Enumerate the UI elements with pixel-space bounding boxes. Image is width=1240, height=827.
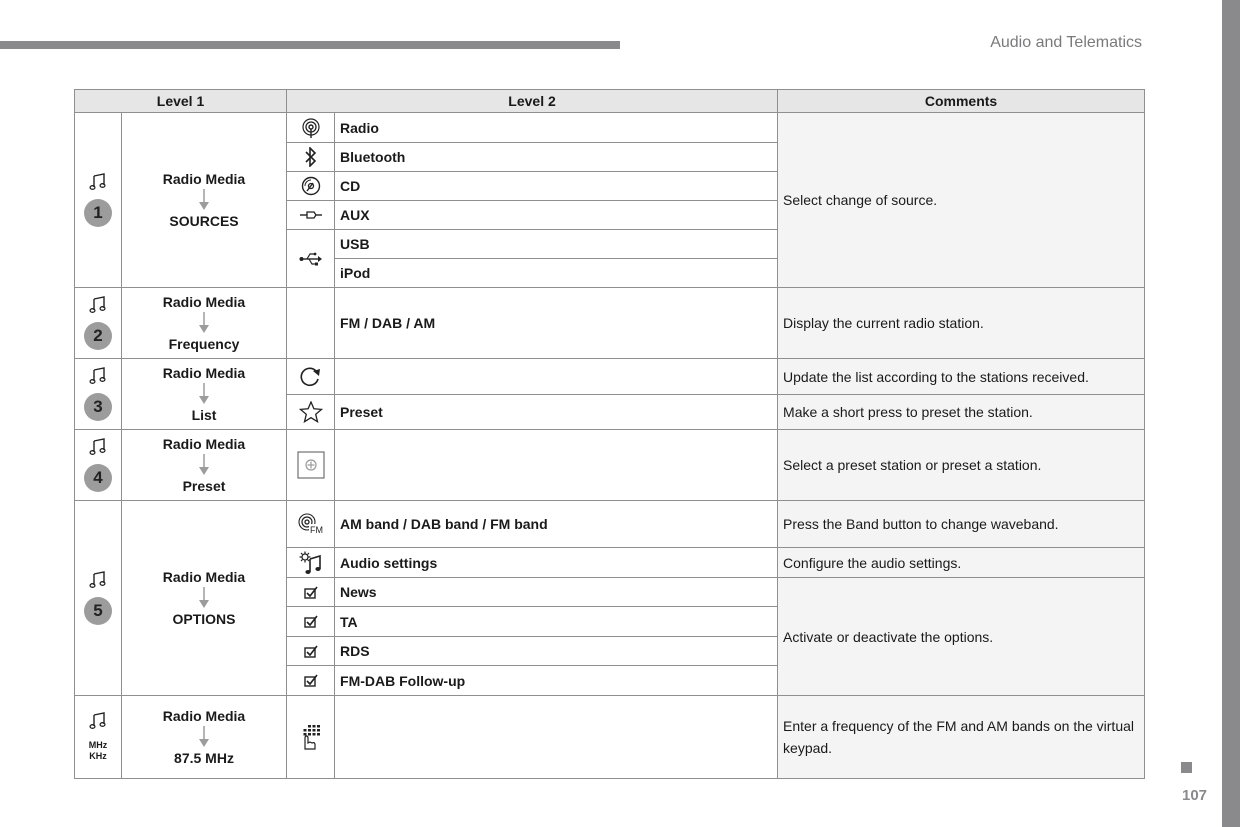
down-arrow-icon	[198, 726, 210, 748]
level1-title: Radio Media	[162, 708, 246, 724]
step-badge: 5	[84, 597, 112, 625]
option-rds[interactable]: RDS	[335, 637, 778, 666]
level1-title: Radio Media	[162, 365, 246, 381]
bluetooth-icon	[304, 147, 318, 167]
comment: Make a short press to preset the station.	[778, 395, 1145, 430]
column-header-level1: Level 1	[75, 90, 287, 113]
comment: Update the list according to the stations received.	[778, 359, 1145, 395]
level1-title: Radio Media	[162, 294, 246, 310]
bluetooth-cell[interactable]	[287, 143, 335, 172]
level1-title: Radio Media	[162, 436, 246, 452]
option-radio[interactable]: Radio	[335, 113, 778, 143]
fm-dab-follow-checkbox-cell[interactable]	[287, 666, 335, 696]
down-arrow-icon	[198, 312, 210, 334]
option-usb[interactable]: USB	[335, 230, 778, 259]
aux-icon	[300, 210, 322, 220]
option-fm-dab-follow-up[interactable]: FM-DAB Follow-up	[335, 666, 778, 696]
level1-subtitle: OPTIONS	[172, 611, 236, 627]
unit-khz: KHz	[89, 751, 107, 761]
level1-subtitle: List	[191, 407, 217, 423]
comment: Configure the audio settings.	[778, 548, 1145, 578]
group-4-marker	[75, 430, 122, 501]
option-cd[interactable]: CD	[335, 172, 778, 201]
level1-cell	[122, 696, 287, 779]
option-preset[interactable]: Preset	[335, 395, 778, 430]
group-5-marker	[75, 501, 122, 696]
music-note-icon	[89, 367, 107, 385]
step-badge: 1	[84, 199, 112, 227]
option-preset-select[interactable]	[335, 430, 778, 501]
level1-subtitle: 87.5 MHz	[174, 750, 234, 766]
page-number: 107	[1182, 787, 1208, 804]
radio-cell[interactable]	[287, 113, 335, 143]
audio-settings-icon	[299, 551, 323, 575]
cd-cell[interactable]	[287, 172, 335, 201]
checkbox-icon	[304, 615, 318, 628]
music-note-icon	[89, 296, 107, 314]
column-header-level2: Level 2	[287, 90, 778, 113]
news-checkbox-cell[interactable]	[287, 578, 335, 607]
level1-subtitle: Frequency	[168, 336, 240, 352]
refresh-cell[interactable]	[287, 359, 335, 395]
option-band[interactable]: AM band / DAB band / FM band	[335, 501, 778, 548]
keypad-icon	[299, 724, 323, 750]
step-badge: 3	[84, 393, 112, 421]
usb-icon	[299, 252, 323, 266]
comment: Enter a frequency of the FM and AM bands on the virtual keypad.	[778, 696, 1145, 779]
usb-cell[interactable]	[287, 230, 335, 288]
comment: Press the Band button to change waveband.	[778, 501, 1145, 548]
cd-icon	[301, 176, 321, 196]
column-header-comments: Comments	[778, 90, 1145, 113]
level1-cell	[122, 113, 287, 288]
checkbox-icon	[304, 645, 318, 658]
comment: Select a preset station or preset a station.	[778, 430, 1145, 501]
group-1-marker	[75, 113, 122, 288]
preset-button-icon	[297, 451, 325, 479]
comment: Select change of source.	[778, 113, 1145, 288]
rds-checkbox-cell[interactable]	[287, 637, 335, 666]
level1-cell	[122, 288, 287, 359]
music-note-icon	[89, 438, 107, 456]
empty-icon-cell	[287, 288, 335, 359]
option-fm-dab-am[interactable]: FM / DAB / AM	[335, 288, 778, 359]
page-marker	[1181, 762, 1192, 773]
comment: Activate or deactivate the options.	[778, 578, 1145, 696]
side-strip	[1222, 0, 1240, 827]
fm-band-icon	[298, 513, 324, 535]
keypad-cell[interactable]	[287, 696, 335, 779]
level1-cell	[122, 430, 287, 501]
menu-table	[74, 89, 1145, 779]
level1-cell	[122, 359, 287, 430]
audio-settings-cell[interactable]	[287, 548, 335, 578]
option-ipod[interactable]: iPod	[335, 259, 778, 288]
music-note-icon	[89, 571, 107, 589]
step-badge: 4	[84, 464, 112, 492]
step-badge: 2	[84, 322, 112, 350]
top-rule	[0, 41, 620, 49]
group-3-marker	[75, 359, 122, 430]
level1-subtitle: SOURCES	[169, 213, 239, 229]
music-note-icon	[89, 712, 107, 730]
down-arrow-icon	[198, 587, 210, 609]
option-news[interactable]: News	[335, 578, 778, 607]
option-update-list[interactable]	[335, 359, 778, 395]
level1-subtitle: Preset	[182, 478, 226, 494]
down-arrow-icon	[198, 454, 210, 476]
music-note-icon	[89, 173, 107, 191]
refresh-icon	[299, 366, 323, 388]
unit-mhz: MHz	[88, 740, 108, 750]
down-arrow-icon	[198, 383, 210, 405]
option-ta[interactable]: TA	[335, 607, 778, 637]
down-arrow-icon	[198, 189, 210, 211]
comment: Display the current radio station.	[778, 288, 1145, 359]
group-2-marker	[75, 288, 122, 359]
svg-text:FM: FM	[309, 525, 323, 535]
checkbox-icon	[304, 674, 318, 687]
option-aux[interactable]: AUX	[335, 201, 778, 230]
preset-star-cell[interactable]	[287, 395, 335, 430]
ta-checkbox-cell[interactable]	[287, 607, 335, 637]
option-keypad[interactable]	[335, 696, 778, 779]
option-bluetooth[interactable]: Bluetooth	[335, 143, 778, 172]
star-icon	[299, 401, 323, 423]
section-title: Audio and Telematics	[990, 34, 1142, 51]
option-audio-settings[interactable]: Audio settings	[335, 548, 778, 578]
aux-cell[interactable]	[287, 201, 335, 230]
group-6-marker	[75, 696, 122, 779]
checkbox-icon	[304, 586, 318, 599]
level1-cell	[122, 501, 287, 696]
band-cell[interactable]	[287, 501, 335, 548]
level1-title: Radio Media	[162, 569, 246, 585]
radio-icon	[301, 118, 321, 138]
preset-button-cell[interactable]	[287, 430, 335, 501]
level1-title: Radio Media	[162, 171, 246, 187]
